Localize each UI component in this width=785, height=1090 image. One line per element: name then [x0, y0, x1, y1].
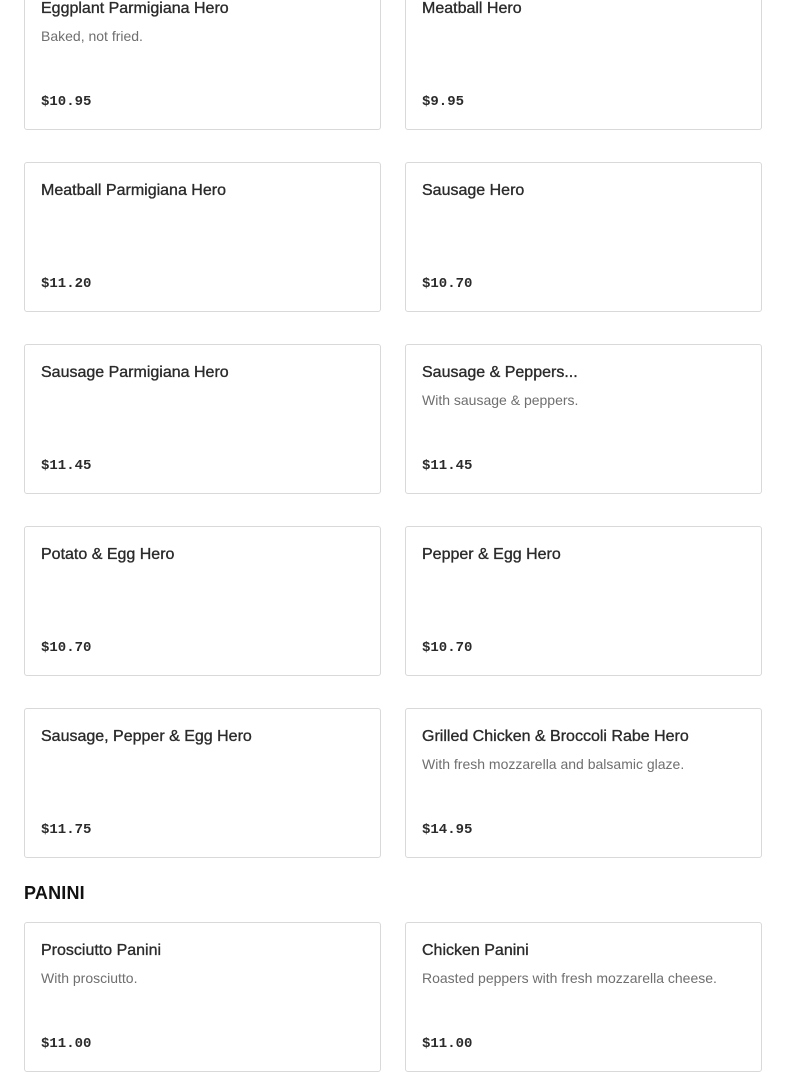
menu-item-price: $11.00 — [41, 1036, 92, 1052]
menu-item-price: $9.95 — [422, 94, 465, 110]
menu-item-description: With sausage & peppers. — [422, 392, 579, 408]
menu-item-price: $10.95 — [41, 94, 92, 110]
menu-item-card[interactable] — [24, 162, 381, 312]
menu-item-card[interactable] — [24, 0, 381, 130]
section-heading-panini: PANINI — [24, 883, 85, 903]
menu-item-card[interactable] — [24, 708, 381, 858]
menu-item-name: Sausage & Peppers... — [422, 364, 578, 381]
menu-item-card[interactable] — [24, 344, 381, 494]
menu-item-description: With fresh mozzarella and balsamic glaze. — [422, 756, 685, 772]
menu-item-description: Baked, not fried. — [41, 28, 143, 44]
menu-item-price: $11.75 — [41, 822, 92, 838]
menu-item-card[interactable] — [405, 344, 762, 494]
menu-item-description: Roasted peppers with fresh mozzarella cheese. — [422, 970, 717, 986]
menu-item-description: With prosciutto. — [41, 970, 138, 986]
menu-item-name: Sausage Hero — [422, 182, 525, 199]
menu-item-card[interactable] — [405, 922, 762, 1072]
menu-item-card[interactable] — [24, 922, 381, 1072]
menu-item-price: $11.00 — [422, 1036, 473, 1052]
menu-item-name: Meatball Parmigiana Hero — [41, 182, 226, 199]
menu-item-name: Sausage Parmigiana Hero — [41, 364, 229, 381]
menu-item-card[interactable] — [405, 0, 762, 130]
menu-item-card[interactable] — [405, 526, 762, 676]
menu-item-card[interactable] — [405, 162, 762, 312]
menu-item-name: Pepper & Egg Hero — [422, 546, 561, 563]
menu-item-price: $11.45 — [422, 458, 473, 474]
menu-item-price: $11.20 — [41, 276, 92, 292]
menu-item-price: $10.70 — [422, 640, 473, 656]
menu-item-price: $10.70 — [41, 640, 92, 656]
menu-item-name: Potato & Egg Hero — [41, 546, 175, 563]
menu-item-price: $11.45 — [41, 458, 92, 474]
menu-item-name: Meatball Hero — [422, 0, 522, 17]
menu-item-name: Chicken Panini — [422, 942, 529, 959]
menu-item-name: Eggplant Parmigiana Hero — [41, 0, 229, 17]
menu-item-name: Prosciutto Panini — [41, 942, 162, 959]
menu-item-name: Sausage, Pepper & Egg Hero — [41, 728, 252, 745]
menu-item-price: $10.70 — [422, 276, 473, 292]
menu-item-price: $14.95 — [422, 822, 473, 838]
menu-item-card[interactable] — [405, 708, 762, 858]
menu-item-card[interactable] — [24, 526, 381, 676]
menu-item-name: Grilled Chicken & Broccoli Rabe Hero — [422, 728, 689, 745]
